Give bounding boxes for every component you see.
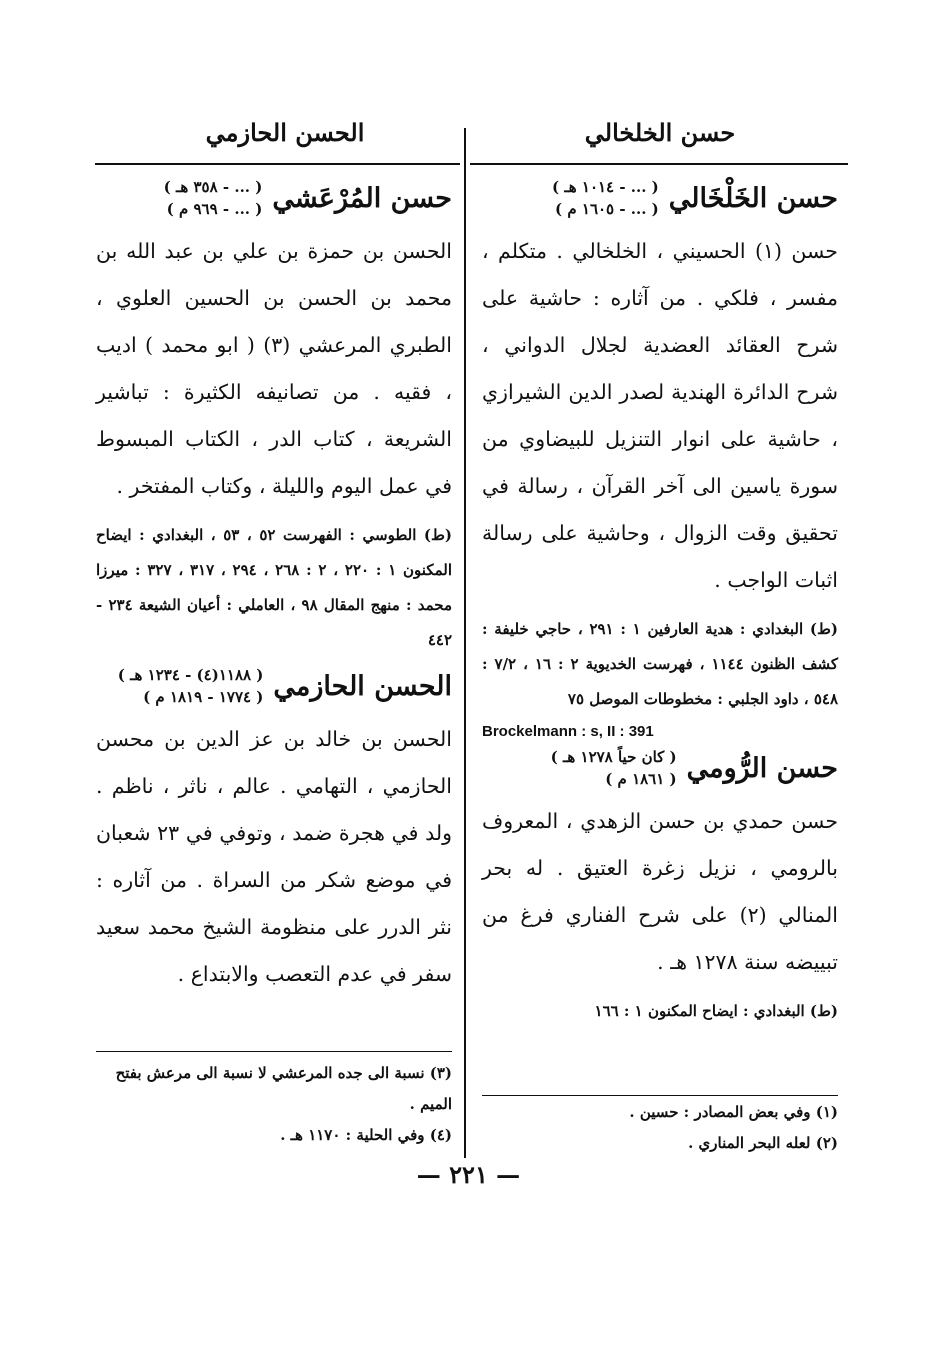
header-rule-right — [470, 163, 848, 165]
entry-body: حسن (١) الحسيني ، الخلخالي . متكلم ، مفسر ، فلكي . من آثاره : حاشية على شرح العقائد العضدية لجلال الدواني ، شرح الدائرة الهندية لصدر الدين الشيرازي ، حاشية على انوار التنزيل للبيضاوي من سورة ياسين الى آخر القرآن ، رسالة في تحقيق وقت الزوال ، وحاشية على رسالة اثبات الواجب . — [482, 239, 838, 592]
entry-heading — [96, 176, 452, 220]
date-gregorian: ( ... - ١٦٠٥ م ) — [555, 200, 659, 218]
entry-name: الحسن الحازمي — [273, 670, 452, 702]
footnote: (٤) وفي الحلية : ١١٧٠ هـ . — [280, 1126, 452, 1144]
entry-references: (ط) البغدادي : ايضاح المكنون ١ : ١٦٦ — [594, 1002, 838, 1020]
entry-references: (ط) الطوسي : الفهرست ٥٢ ، ٥٣ ، البغدادي : ايضاح المكنون ١ : ٢٢٠ ، ٢ : ٢٦٨ ، ٢٩٤ ، ٣١٧ ، ٣٢٧ : ميرزا محمد : منهج المقال ٩٨ ، العاملي : أعيان الشيعة ٢٣٤ - ٤٤٢ — [96, 526, 453, 649]
entry-heading — [482, 746, 838, 790]
entry-heading — [96, 664, 452, 708]
date-hijri: ( ١١٨٨(٤) - ١٢٣٤ هـ ) — [117, 666, 264, 684]
date-hijri: ( ... - ١٠١٤ هـ ) — [552, 178, 659, 196]
footnote-rule-right — [482, 1095, 838, 1096]
running-head-left: الحسن الحازمي — [205, 118, 365, 147]
footnotes-left — [96, 1058, 452, 1151]
footnote-rule-left — [96, 1051, 452, 1052]
entry-rumi — [482, 746, 838, 1029]
entry-dates — [552, 176, 659, 220]
entry-dates — [118, 664, 264, 708]
date-hijri: ( ... - ٣٥٨ هـ ) — [163, 178, 263, 196]
entry-name: حسن الرُّومي — [686, 752, 838, 784]
left-column — [96, 170, 452, 998]
page-number: — ٢٢١ — — [416, 1160, 521, 1189]
entry-body: حسن حمدي بن حسن الزهدي ، المعروف بالرومي ، نزيل زغرة العتيق . له بحر المنالي (٢) على شرح الفناري فرغ من تبييضه سنة ١٢٧٨ هـ . — [482, 809, 838, 974]
date-gregorian: ( ١٨٦١ م ) — [605, 770, 677, 788]
date-gregorian: ( ... - ٩٦٩ م ) — [166, 200, 263, 218]
entry-marashi — [96, 176, 452, 658]
running-head-right: حسن الخلخالي — [584, 118, 736, 147]
entry-hazimi — [96, 664, 452, 998]
footnote: (١) وفي بعض المصادر : حسين . — [629, 1103, 838, 1121]
footnote: (٣) نسبة الى جده المرعشي لا نسبة الى مرعش بفتح الميم . — [115, 1064, 452, 1113]
entry-references: (ط) البغدادي : هدية العارفين ١ : ٢٩١ ، حاجي خليفة : كشف الظنون ١١٤٤ ، فهرست الخديوية ٢ : ١٦ ، ٧/٢ : ٥٤٨ ، داود الجلبي : مخطوطات الموصل ٧٥ — [482, 620, 839, 708]
entry-dates — [551, 746, 677, 790]
entry-khalkhali — [482, 176, 838, 740]
header-rule-left — [95, 163, 460, 165]
latin-reference: Brockelmann : s, II : 391 — [482, 723, 654, 740]
date-hijri: ( كان حياً ١٢٧٨ هـ ) — [550, 748, 677, 766]
entry-name: حسن الخَلْخَالي — [668, 182, 838, 214]
entry-heading — [482, 176, 838, 220]
entry-dates — [164, 176, 263, 220]
entry-body: الحسن بن خالد بن عز الدين بن محسن الحازمي ، التهامي . عالم ، ناثر ، ناظم . ولد في هجرة ضمد ، وتوفي في ٢٣ شعبان في موضع شكر من السراة . من آثاره : نثر الدرر على منظومة الشيخ محمد سعيد سفر في عدم التعصب والابتداع . — [96, 727, 452, 986]
footnotes-right — [482, 1097, 838, 1159]
column-divider — [464, 128, 466, 1158]
date-gregorian: ( ١٧٧٤ - ١٨١٩ م ) — [143, 688, 264, 706]
right-column — [482, 170, 838, 1029]
entry-body: الحسن بن حمزة بن علي بن عبد الله بن محمد بن الحسن بن الحسين العلوي ، الطبري المرعشي (٣) ( ابو محمد ) اديب ، فقيه . من تصانيفه الكثيرة : تباشير الشريعة ، كتاب الدر ، الكتاب المبسوط في عمل اليوم والليلة ، وكتاب المفتخر . — [96, 239, 452, 498]
footnote: (٢) لعله البحر المناري . — [688, 1134, 838, 1152]
entry-name: حسن المُرْعَشي — [272, 182, 452, 214]
